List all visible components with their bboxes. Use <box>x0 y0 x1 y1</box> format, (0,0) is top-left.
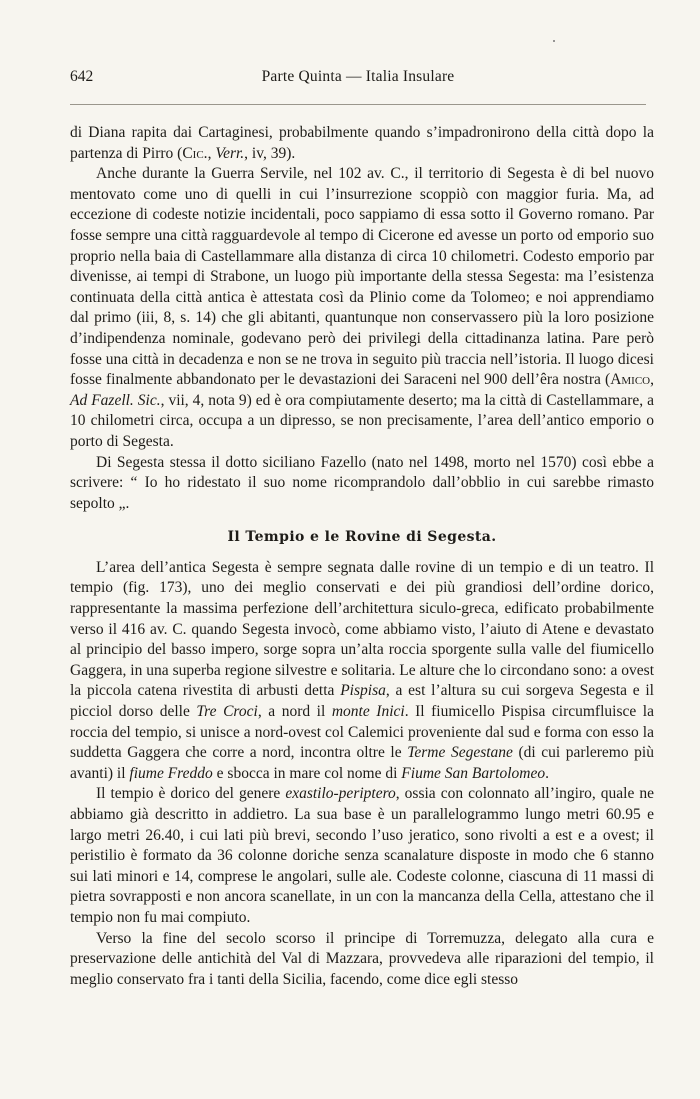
paragraph-5: Il tempio è dorico del genere exastilo-periptero, ossia con colonnato all’ingiro, quale ne abbiamo già descritto in addietro. La sua base è un parallelogrammo lungo metri 60.95 e largo metri 26.40, i cui lati più brevi, secondo l’uso jeratico, sono rivolti a est e a ovest; il peristilio è formato da 36 colonne doriche senza scanalature disposte in modo che 6 stanno sui lati minori e 14, comprese le angolari, sulle ale. Codeste colonne, ciascuna di 11 massi di pietra sovrapposti e non ancora scanellate, in un con la mancanza della Cella, attestano che il tempio non fu mai compiuto. <box>70 785 654 926</box>
page-number: 642 <box>70 68 94 85</box>
paragraph-4: L’area dell’antica Segesta è sempre segnata dalle rovine di un tempio e di un teatro. Il tempio (fig. 173), uno dei meglio conservati e dei più grandiosi dell’ordine dorico, rappresentante la massima perfezione dell’architettura siculo-greca, edificato probabilmente verso il 416 av. C. quando Segesta invocò, come abbiamo visto, l’aiuto di Atene e devastato al principio del basso impero, sorge sopra un’alta roccia sporgente sulla valle del fiumicello Gaggera, in una superba regione silvestre e solitaria. Le alture che lo circondano sono: a ovest la piccola catena rivestita di arbusti detta Pispisa, a est l’altura su cui sorgeva Segesta e il picciol dorso delle Tre Croci, a nord il monte Inici. Il fiumicello Pispisa circumfluisce la roccia del tempio, si unisce a nord-ovest col Calemici proveniente dal sud e forma con esso la suddetta Gaggera che corre a nord, incontra oltre le Terme Segestane (di cui parleremo più avanti) il fiume Freddo e sbocca in mare col nome di Fiume San Bartolomeo. <box>70 558 654 782</box>
paragraph-1: di Diana rapita dai Cartaginesi, probabilmente quando s’impadronirono della città dopo la partenza di Pirro (Cic., Verr., iv, 39). <box>70 124 654 162</box>
paragraph-2: Anche durante la Guerra Servile, nel 102 av. C., il territorio di Segesta è di bel nuovo mentovato come uno di quelli in cui l’insurrezione scoppiò con maggior furia. Ma, ad eccezione di codeste notizie incidentali, poco sappiamo di essa sotto il Governo romano. Par fosse sempre una città ragguardevole al tempo di Cicerone ed avesse un porto od emporio suo proprio nella baia di Castellammare alla distanza di circa 10 chilometri. Codesto emporio par divenisse, ai tempi di Strabone, un luogo più importante della stessa Segesta: ma l’esistenza continuata della città antica è attestata così da Plinio come da Tolomeo; e noi apprendiamo dal primo (iii, 8, s. 14) che gli abitanti, quantunque non conservassero più la loro posizione d’indipendenza nominale, godevano però dei privilegi della cittadinanza latina. Pare però fosse una città in decadenza e non se ne trova in seguito più traccia nell’istoria. Il luogo dicesi fosse finalmente abbandonato per le devastazioni dei Saraceni nel 900 dell’êra nostra (Amico, Ad Fazell. Sic., vii, 4, nota 9) ed è ora compiutamente deserto; ma la città di Castellammare, a 10 chilometri circa, occupa a un dipresso, se non precisamente, l’area dell’antico emporio o porto di Segesta. <box>70 165 654 450</box>
header-rule <box>70 104 646 105</box>
section-heading: Il Tempio e le Rovine di Segesta. <box>227 529 497 546</box>
body-text <box>70 123 654 990</box>
running-header <box>70 68 646 92</box>
paragraph-3: Di Segesta stessa il dotto siciliano Fazello (nato nel 1498, morto nel 1570) così ebbe a scrivere: “ Io ho ridestato il suo nome ricomprandolo dall’obblio in cui sarebbe rimasto sepolto „. <box>70 453 654 512</box>
paragraph-6: Verso la fine del secolo scorso il principe di Torremuzza, delegato alla cura e preservazione delle antichità del Val di Mazzara, provvedeva alle riparazioni del tempio, il meglio conservato fra i tanti della Sicilia, facendo, come dice egli stesso <box>70 929 654 988</box>
running-title: Parte Quinta — Italia Insulare <box>261 68 455 85</box>
speck <box>553 40 555 42</box>
